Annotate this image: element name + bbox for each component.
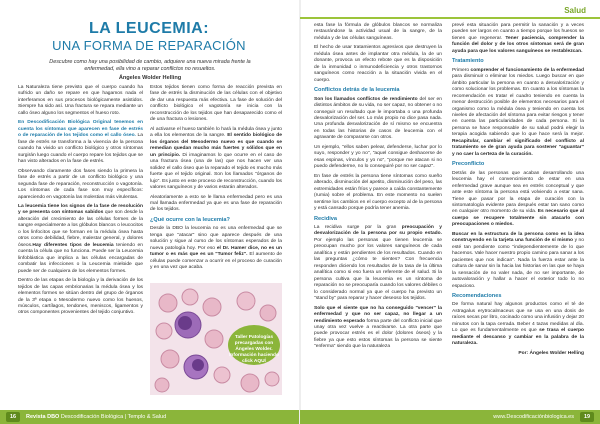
paragraph [452, 68, 584, 159]
bold-text: se trasa el cuerpo mediante el descanso y cambiar en la palabra de la naturaleza. [452, 328, 584, 347]
section-heading: Recomendaciones [452, 293, 502, 300]
paragraph: Dentro de las etapas de la biología y la derivación de los tejidos de las capas embrionarias la médula ósea y los elementos formes se sitúan dentro del grupo de órganos de la 3ª etapa o Mesodermo nuevo como los huesos, músculos, cartílagos, tendones, meniscos, ligamentos y otros componentes provenientes del tejido conjuntivo. [18, 278, 143, 316]
body-text: que son desde la alteración del crecimiento de las células formes de la sangre especialmente a los glóbulos blancos o leucocitos o los linfocitos que se forman en la médula ósea hasta otros como debilidad, fiebre, malestar general, y dolores óseos. [18, 210, 143, 248]
section-heading: Conflictos detrás de la leucemia [314, 87, 400, 94]
body-text: del ser en distintos ámbitos de su vida, no ser capaz, no obtener o no conseguir un resultado que le importaba o una profunda desvalorización del ser. Lo más propio no dice pasa nada. Una profunda desvalorización de sí mismo se encuentra en todas las historias de casos de leucemia con el agravante de compararse con otros. [314, 96, 443, 141]
paragraph [452, 232, 584, 290]
body-text: Desde la DBO la leucemia no es una enfermedad que se tenga que "atacar" sino que aparece después de una solución y sigue al curso de los síntomas esperados de la nueva patología hoy. Por eso [150, 226, 282, 251]
paragraph [452, 171, 584, 229]
footer-text [26, 414, 166, 420]
highlight-text: En Descodificación Biológica Original tenemos en cuenta los síntomas que aparecen en fase de estrés o de reparación de los tejidos como el callo óseo. [18, 120, 143, 139]
paragraph [314, 225, 442, 303]
blood-cells-image[interactable] [150, 283, 282, 395]
body-text: prevé esta situación para permitir la sanación y a veces pueden ser largos en cuanto a tiempo porque los huesos se tienen que regenerar. [452, 23, 584, 41]
body-text: Detrás de las personas que acaban desarrollando una leucemia hay el convencimiento de estar en una enfermedad grave aunque sea en estrés conceptual y que ante este síntoma la persona está volviendo a estar sana. Tiene que pasar por la etapa de curación con la sintomatología evidente para después estar tan sano como en cualquier otro momento de su vida. [452, 170, 584, 215]
page-number: 19 [580, 412, 594, 422]
bold-text: El sentido biológico de los órganos del Mesodermo nuevo es que cuando se remedian quedan mucho más fuertes y sólidos que en un principio. [150, 133, 282, 158]
body-text: para disminuir o eliminar los miedos. Luego buscar en que ámbito particular la persona en cuanto a desvalorización y como solucionar los problemas. En cuanto a los síntomas la recomendación es tratar el cuadro teniendo en cuenta la menor destrucción posible de elementos necesarios para el organismo como la médula ósea y teniendo en cuenta los niveles de afectación del síntoma para evitar riesgos y tener en cuenta las particularidades de cada persona. Si la persona se hace responsable de su salud podrá elegir la terapia acogida sabiendo que lo que hace será la mejor. [452, 74, 584, 138]
section-divider [300, 17, 600, 19]
paragraph: En fase de estrés la persona tiene síntomas como sueño alterado, disminución del apetito, disminución del peso, las extremidades están fríos y parece a caída constantemente (rumia) sobre el problema. En este momento no suelen sentirse los cambios en el cuerpo excepto al de la persona y está cansado porque podría tener anemia. [314, 173, 442, 212]
paragraph [314, 97, 442, 142]
article-title [24, 20, 274, 53]
body-text: De forma natural hay algunos productos como el té de Astragalus erytrocalmaceus que se usa en una dosis de raíces secas por litro, cocinado como una infusión y dejar 20 minutos con la tapa cerrada. Beber 4 tazas medidas al día. Lo que es fundamentalmente es que [452, 302, 584, 334]
bold-text: La leucemia tiene los signos de la fase de resolución y se presenta con síntomas sabidos [18, 203, 143, 216]
paragraph [18, 204, 143, 275]
bold-text: Tener paciencia, comprender la función del dolor y de los otros síntomas será de gran ayuda para que los valores sanguíneos se restablezcan. [452, 35, 584, 54]
page-number: 16 [6, 412, 20, 422]
bold-text: comprender el funcionamiento de la enfermedad [469, 67, 584, 73]
body-text: La recidiva surge por la gran [314, 224, 397, 230]
body-text: Di imaginamos lo que ocurre en el caso de una fractura ósea (una de las) que nos hacen ver una solidez el callo óseo que la reparado el tejido es mucho más fuerte que el tejido original. Son los llamados "órganos de lujo". Es justo en este proceso de reconstrucción, cuando los valores sanguíneos y de varios estarán alterados. [150, 152, 282, 191]
body-text: El aumento de células puede comenzar a ocurrir en el proceso de curación y en una vez que acaba. [150, 252, 282, 271]
bold-text: Son los llamados conflictos de rendimiento [314, 96, 418, 102]
paragraph: La Naturaleza tiene previsto que el cuerpo cuando ha sufrido un daño se repare en que hagamos nada el interferamos en sus procesos biológicamente asistidos. Siempre ha sido así. Una fractura se repara mediante un callo óseo alguno los segmentos el hueso roto. [18, 85, 143, 116]
section-heading: ¿Qué ocurre con la leucemia? [150, 216, 230, 223]
right-column-1 [314, 23, 442, 398]
title-line-2: UNA FORMA DE REPARACIÓN [52, 38, 246, 53]
paragraph: Un ejemplo, "ellos saben pelear, defenderse, luchar por lo suyo, responder y yo no", "aquel consigue deshacerse de esas espinas, vínculos y yo no", "porque me atacan si no puedo defenderme, no lo conseguiré por no ser capaz". [314, 144, 442, 170]
right-footer [300, 410, 600, 424]
paragraph: esta fase la fórmula de glóbulos blancos se normaliza restaurándose la actividad usual de la sangre, de la médula y de las células sanguíneas. [314, 23, 442, 41]
paragraph [314, 306, 442, 351]
body-text: y no esté tan pendiente como "independientemente de lo que hacemos. Vale hacer nuestro propio camino para sanar a los pacientes que nos indican". Nada la fuerza estar ante la cultura de sanar sin la hacia las historias en las que se haya la sensación de no valer nada, de no ser importante, de autovaloración y hallar a hacer el exterior todo lo no espacioso. [452, 238, 584, 289]
left-column-2 [150, 85, 282, 277]
bold-text: Recapitular, cambiar el significado del conflicto al tratamiento se de gran ayuda para sostener "aguantar" y no caer la certeza de la curación. [452, 138, 584, 157]
body-text: Al activarse el hueso también lo hará la médula ósea y junto a ella los elementos de la sangre. [150, 126, 282, 139]
section-heading: Preconflicto [452, 161, 485, 168]
bold-text: Buscar en la estructura de la persona como es la idea construyendo en la tarjeta una función de sí mismo [452, 231, 584, 244]
right-column-2 [452, 23, 584, 398]
section-label: Salud [564, 6, 586, 15]
bold-text: Solo que el siente que no ha conseguido "vencer" la enfermedad y que no ser capaz, no llegar a un rendimiento esperado [314, 305, 442, 324]
bold-text: Es necesario que al cuerpo se recupere totalmente sin atacarlo con preocupaciones o miedos. [452, 209, 584, 228]
body-text: Por ejemplo las personas que tienen leucemia se preocupan mucho por los valores sanguíneos de cada analítica y están pendientes de los resultados. Cuando en las preguntas ¿cómo te sientes? Con frecuencia responden diciendo los resultados de la tasa de la última analítica como si eso fuera un referente de el salud. Si la persona cultiva que la leucemia es un síntoma de reparación no se preocuparía cuando los valores débiles o lo considerado normal ya que el cuerpo ha previsto un "stand by" para reparar y hacer deseoso los tejidos. [314, 237, 442, 302]
right-page [300, 0, 600, 424]
article-subtitle: Descubre como hay una posibilidad de cambio, adquiere una nueva mirada frente la enfermedad, ella vino a reparar conflictos no resueltos. [49, 59, 251, 73]
workshop-link-badge[interactable]: Taller Patologías precargadas con Ángeles Wolder. Información haciendo click AQUÍ [228, 325, 280, 365]
website-link[interactable]: www.Descodificaciónbiologica.es [493, 414, 574, 420]
section-heading: Recidiva [314, 215, 338, 222]
paragraph: Aleatoriamente a esto se le llama enfermedad pero es una mal llamada enfermedad ya que es una fase de reparación de los tejidos. [150, 194, 282, 213]
magazine-brand: Revista DBO [26, 414, 60, 420]
body-text: Primero [452, 67, 470, 73]
bold-text: el Dr. Hamer dice, no es un tumor o es más que es un "Tumor feliz". [150, 245, 282, 258]
title-line-1: LA LEUCEMIA: [88, 20, 210, 37]
body-text: teniendo en cuenta la célula que no funciona. Puede ser la Leucemia linfoblástica que implica a las células encargadas de combatir las infecciones o la Leucemia mieloide que puede ser de cualquiera de los elementos formes. [18, 242, 143, 274]
paragraph [452, 302, 584, 347]
bold-text: preocupación y desvalorización de la persona por su propio estado. [314, 224, 442, 237]
article-author: Ángeles Wolder Helling [118, 75, 182, 81]
left-footer [0, 410, 300, 424]
paragraph [150, 127, 282, 192]
paragraph [18, 120, 143, 165]
paragraph [150, 226, 282, 271]
paragraph [452, 23, 584, 55]
body-text: La fase de estrés se transforma a la vivencia de la persona cuando ha vivido un conflicto biológico y otros síntomas surgirán luego cuando el cuerpo repare los tejidos que se han visto alterados en la fase de estrés. [18, 133, 143, 165]
body-text: forma parte del conflicto inicial que unay otra vez vuelve a reactivarse. La otra parte que puede provocar estrés es el dolor (dolores óseos) y la fiebre ya que esto estos síntomas la persona se siente "enferma" siendo que la naturaleza [314, 318, 442, 350]
paragraph: El hecho de usar tratamientos agresivos que destruyen la médula ósea antes de implantar otra médula, la de un donante, provoca un efecto rebote que es la disposición de la inmunidad o inmunodeficiencia y otros trastornos sanguíneos como reacción a la situación vivida en el cuerpo. [314, 45, 442, 83]
paragraph: Observando claramente dos fases siendo la primera la fase de estrés a partir de un conflicto biológico y una segunda fase de reparación, reconstrucción o vagotonía. Los síntomas de cada fase son muy específicos: apareciendo en vagotonía las molestias más virulentas. [18, 168, 143, 200]
author-signature: Por: Ángeles Wolder Helling [518, 350, 584, 356]
section-heading: Tratamiento [452, 58, 484, 65]
bold-text: Hay diferentes tipos de leucemia [32, 242, 114, 248]
left-column-1 [18, 85, 143, 390]
paragraph: Estos tejidos tienen como forma de reacción prevista en fase de estrés la disminución de las células con el objetivo de dar una respuesta más efectiva. La fase de solución del conflicto biológico el vagotonía se inicia con la reconstrucción de los tejidos que han desaparecido como el de una fractura o lesiones. [150, 85, 282, 123]
footer-section: Descodificación Biológica | Templo & Salud [59, 414, 167, 420]
